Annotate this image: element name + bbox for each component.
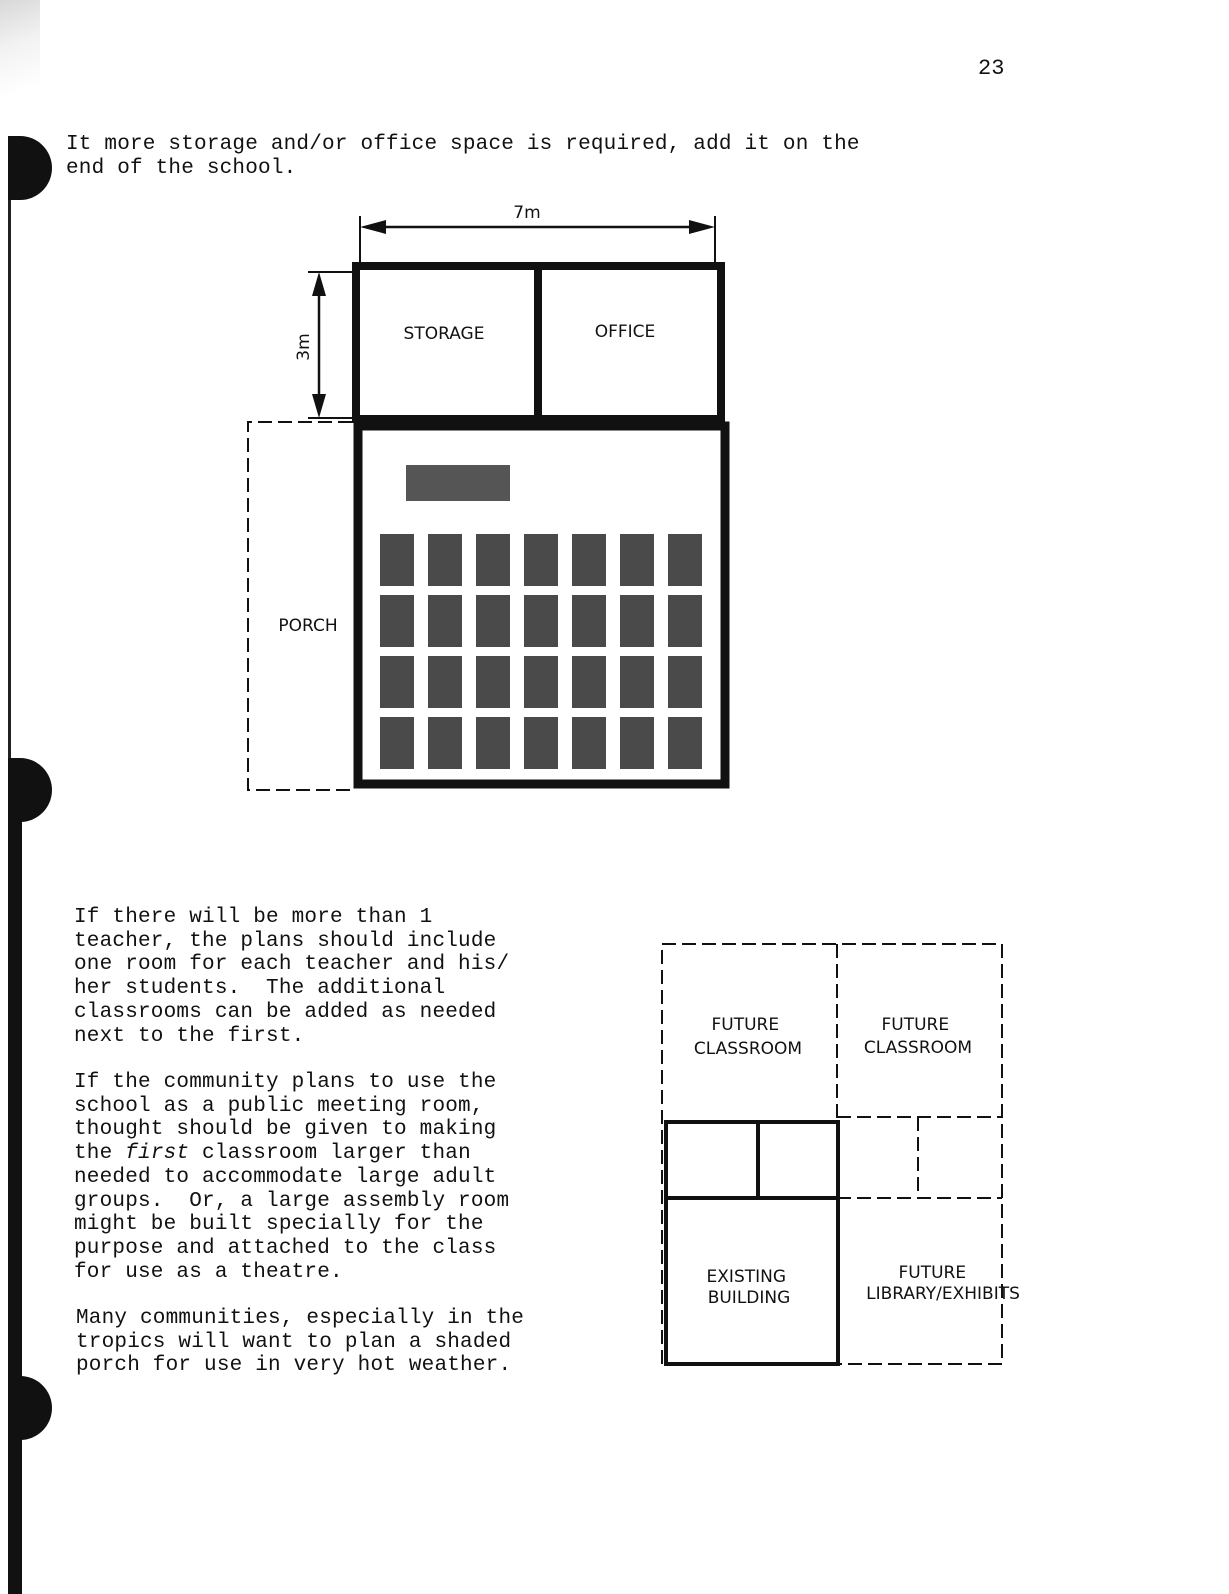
existing-building-label: EXISTING BUILDING: [706, 1267, 791, 1308]
student-desk: [476, 595, 510, 647]
paragraph-porch: Many communities, especially in the tropics will want to plan a shaded porch for use in very hot weather.: [76, 1307, 525, 1378]
depth-dimension: [294, 272, 352, 418]
student-desk: [380, 656, 414, 708]
student-desk: [620, 717, 654, 769]
future-library-label: FUTURE LIBRARY/EXHIBITS: [866, 1263, 1020, 1304]
student-desk: [572, 656, 606, 708]
student-desk: [668, 534, 702, 586]
width-label: 7m: [513, 203, 541, 223]
student-desk: [380, 595, 414, 647]
existing-building-outline: [666, 1122, 838, 1364]
student-desk: [428, 656, 462, 708]
student-desk: [380, 717, 414, 769]
porch-outline: [248, 422, 356, 790]
student-desk: [428, 534, 462, 586]
depth-label: 3m: [294, 333, 314, 361]
porch-label: PORCH: [278, 616, 338, 636]
future-classroom-left-label: FUTURE CLASSROOM: [693, 1015, 803, 1059]
student-desk: [620, 656, 654, 708]
paragraph-meeting-start: If the community plans to use the school as a public meeting room, thought should be given to making the: [74, 1071, 497, 1166]
student-desk: [668, 656, 702, 708]
student-desk: [476, 656, 510, 708]
student-desk: [668, 595, 702, 647]
student-desk: [428, 717, 462, 769]
student-desk: [524, 656, 558, 708]
intro-paragraph: It more storage and/or office space is required, add it on the end of the school.: [66, 133, 860, 180]
student-desk: [572, 595, 606, 647]
width-dimension: [360, 203, 715, 262]
student-desk: [476, 534, 510, 586]
student-desk: [620, 534, 654, 586]
student-desk: [380, 534, 414, 586]
student-desk: [524, 534, 558, 586]
student-desk: [668, 717, 702, 769]
student-desk: [524, 595, 558, 647]
student-desk: [572, 534, 606, 586]
student-desk: [524, 717, 558, 769]
student-desk: [572, 717, 606, 769]
future-classroom-right-label: FUTURE CLASSROOM: [863, 1015, 973, 1058]
student-desk: [620, 595, 654, 647]
student-desk: [476, 717, 510, 769]
student-desk: [428, 595, 462, 647]
page-number: 23: [978, 56, 1005, 81]
expansion-plan: [0, 920, 1229, 1390]
office-label: OFFICE: [594, 322, 656, 342]
teacher-desk: [406, 465, 510, 501]
paragraph-meeting-end: classroom larger than needed to accommodate large adult groups. Or, a large assembly room might be built specially for the purpose and attached to the class for use as a theatre.: [74, 1142, 510, 1284]
paragraph-meeting-emphasis: first: [125, 1142, 190, 1166]
paragraph-teachers: If there will be more than 1 teacher, the plans should include one room for each teacher and his/ her students. The additional classrooms can be added as needed next to the first.: [74, 906, 510, 1048]
storage-label: STORAGE: [403, 324, 485, 344]
